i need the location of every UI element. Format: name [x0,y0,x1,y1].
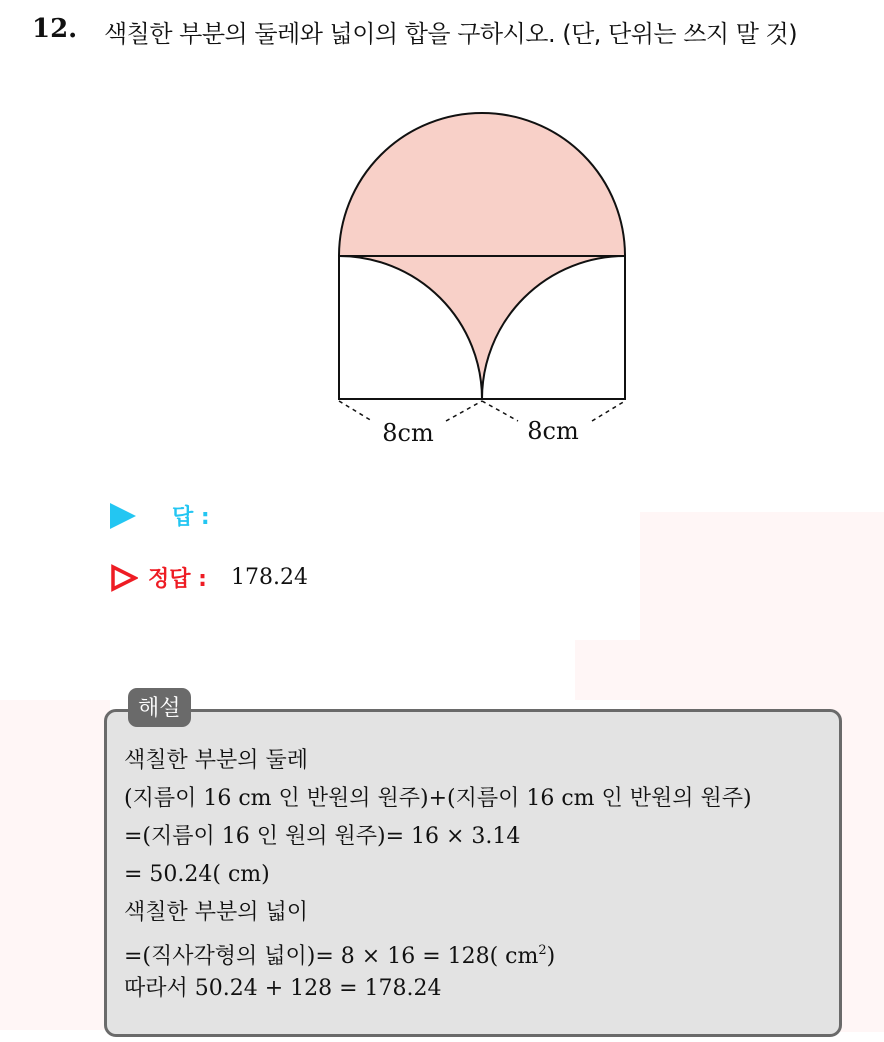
solution-line: 색칠한 부분의 둘레 [124,748,309,773]
correct-answer-value: 178.24 [230,565,308,590]
answer-row [110,500,210,531]
left-dimension-label: 8cm [382,419,434,447]
background-patch [575,640,695,700]
figure-svg [310,80,650,460]
solution-line: 따라서 50.24 + 128 = 178.24 [124,976,442,1001]
solution-tag: 해설 [128,688,191,727]
solution-line: (지름이 16 cm 인 반원의 원주)+(지름이 16 cm 인 반원의 원주) [124,786,752,811]
outline-triangle-icon [110,564,138,592]
solution-text [124,742,752,1008]
superscript-exponent: 2 [538,943,547,958]
solution-line: 색칠한 부분의 넓이 [124,900,309,925]
shaded-cusp-region [339,256,625,399]
correct-answer-row [110,562,308,593]
background-patch [0,700,110,1030]
shaded-semicircle [339,113,625,256]
left-dimension-line [339,401,482,421]
play-triangle-icon [110,503,136,529]
solution-line-area-text: =(직사각형의 넓이)= 8 × 16 = 128( cm [124,944,539,969]
question-number: 12. [32,14,78,44]
geometry-figure [310,80,650,464]
solution-line-area-tail: ) [546,944,556,969]
correct-answer-label: 정답 : [148,567,207,592]
solution-line: =(지름이 16 인 원의 원주)= 16 × 3.14 [124,824,521,849]
answer-label: 답 : [172,505,210,530]
solution-line-area [124,932,752,970]
right-dimension-label: 8cm [527,417,579,445]
question-text: 색칠한 부분의 둘레와 넓이의 합을 구하시오. (단, 단위는 쓰지 말 것) [104,20,798,48]
solution-line: = 50.24( cm) [124,862,270,887]
